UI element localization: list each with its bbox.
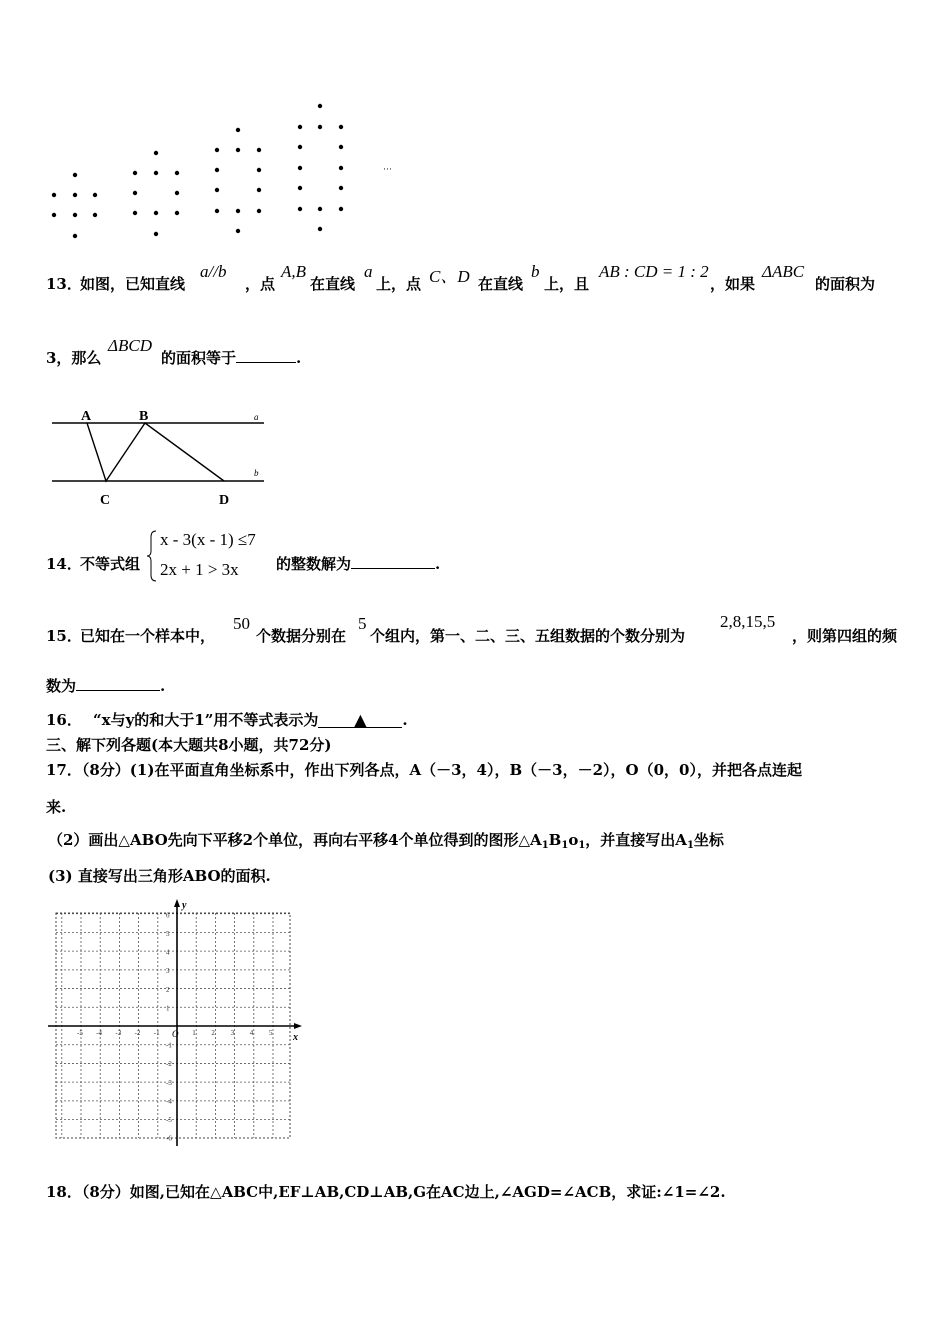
y-tick-label: -3 <box>166 1078 172 1087</box>
q13-text-2: ，点 <box>245 275 276 293</box>
q13-text-8: 的面积为 <box>815 275 876 293</box>
y-tick-label: 4 <box>166 948 170 957</box>
y-tick-label: 3 <box>166 967 170 976</box>
q13-text-1: 如图，已知直线 <box>80 275 186 293</box>
y-tick-label: -2 <box>166 1060 172 1069</box>
q14-text-2: 的整数解为 . <box>276 555 441 573</box>
q15-text-4: ，则第四组的频 <box>792 627 898 645</box>
label-C: C <box>100 493 111 508</box>
y-tick-label: 2 <box>166 985 170 994</box>
q13-math-ratio: AB : CD = 1 : 2 <box>599 262 709 281</box>
x-tick-label: 2 <box>211 1029 215 1037</box>
q16-number: 16． <box>46 711 82 729</box>
label-D: D <box>219 493 230 508</box>
q15-number: 15． <box>46 627 82 645</box>
y-axis-label: y <box>182 900 187 911</box>
label-line-b: b <box>254 468 259 478</box>
label-line-a: a <box>254 412 259 422</box>
q13-math-triangle-BCD: ΔBCD <box>108 336 152 355</box>
q13-math-CD: C、D <box>429 267 470 286</box>
dot-pattern-figure <box>40 95 410 245</box>
y-tick-label: 5 <box>166 930 170 938</box>
y-tick-label: 6 <box>166 911 170 920</box>
q13-text-7: ，如果 <box>710 275 756 293</box>
label-A: A <box>81 409 92 424</box>
q13-line2-start: 3，那么 <box>46 349 102 367</box>
q15-answer-blank[interactable] <box>76 676 160 691</box>
q14-text-1: 不等式组 <box>80 555 141 573</box>
x-tick-label: -1 <box>153 1029 160 1037</box>
y-tick-label: -4 <box>166 1097 172 1106</box>
q14-number: 14． <box>46 555 82 573</box>
q15-math-50: 50 <box>233 614 250 633</box>
q13-text-6: 上，且 <box>544 275 590 293</box>
q13-math-AB: A,B <box>281 262 307 281</box>
q17-line-3: （2）画出△ABO先向下平移2个单位，再向右平移4个单位得到的图形$\triangle A_1B_1o_1$，并直接写出$A_1$坐标 <box>48 831 724 851</box>
q17-line-4: (3) 直接写出三角形ABO的面积. <box>48 867 271 885</box>
x-tick-label: -2 <box>134 1029 141 1037</box>
y-tick-label: -6 <box>166 1134 172 1143</box>
q15-math-counts: 2,8,15,5 <box>720 612 776 631</box>
q16-text: “x与y的和大于1”用不等式表示为 ▲ . <box>93 710 408 729</box>
x-tick-label: 4 <box>249 1029 254 1037</box>
q15-text-1: 已知在一个样本中， <box>80 627 216 645</box>
label-B: B <box>139 409 149 424</box>
y-tick-label: 1 <box>166 1004 170 1013</box>
q17-line-2: 来. <box>46 798 67 816</box>
x-tick-label: 1 <box>192 1029 196 1037</box>
q14-answer-blank[interactable] <box>351 554 435 569</box>
q13-line2-end: 的面积等于 . <box>161 349 302 367</box>
x-tick-label: 3 <box>230 1029 235 1037</box>
q13-answer-blank[interactable] <box>236 348 296 363</box>
q14-inequality-1: x - 3(x - 1) ≤7 <box>160 530 256 549</box>
ellipsis: ··· <box>383 164 392 174</box>
q15-text-2: 个数据分别在 <box>256 627 347 645</box>
origin-label: O <box>172 1029 179 1039</box>
q15-math-5: 5 <box>358 614 367 633</box>
q13-math-b: b <box>531 262 540 281</box>
section-3-title: 三、解下列各题(本大题共8小题，共72分) <box>46 736 332 754</box>
q14-inequality-2: 2x + 1 > 3x <box>160 560 239 579</box>
x-axis-label: x <box>293 1032 298 1043</box>
q13-number: 13． <box>46 275 82 293</box>
q13-math-parallel: a//b <box>200 262 227 281</box>
q13-text-3: 在直线 <box>310 275 356 293</box>
x-tick-label: 5 <box>269 1029 273 1037</box>
q13-text-5: 在直线 <box>478 275 524 293</box>
x-tick-label: -4 <box>96 1029 103 1037</box>
coordinate-grid <box>44 898 304 1148</box>
q13-text-4: 上，点 <box>376 275 422 293</box>
parallel-lines-figure <box>48 404 273 509</box>
triangle-mark-icon: ▲ <box>354 710 367 729</box>
q15-text-3: 个组内，第一、二、三、五组数据的个数分别为 <box>370 627 686 645</box>
q18-line-1: 18．（8分）如图,已知在△ABC中,EF⊥AB,CD⊥AB,G在AC边上,∠AGD=∠ACB，求证:∠1=∠2. <box>46 1183 726 1201</box>
y-tick-label: -1 <box>166 1041 172 1050</box>
q16-answer-blank[interactable] <box>318 710 402 729</box>
inequality-brace <box>146 530 158 582</box>
q13-math-a: a <box>364 262 373 281</box>
y-tick-label: -5 <box>166 1116 172 1124</box>
x-tick-label: -5 <box>77 1029 83 1037</box>
q17-line-1: 17．（8分）(1)在平面直角坐标系中，作出下列各点，A（－3，4），B（－3，－2），O（0，0），并把各点连起 <box>46 761 802 779</box>
q15-line2: 数为 . <box>46 677 166 695</box>
q13-math-triangle-ABC: ΔABC <box>762 262 805 281</box>
x-tick-label: -3 <box>115 1029 122 1037</box>
